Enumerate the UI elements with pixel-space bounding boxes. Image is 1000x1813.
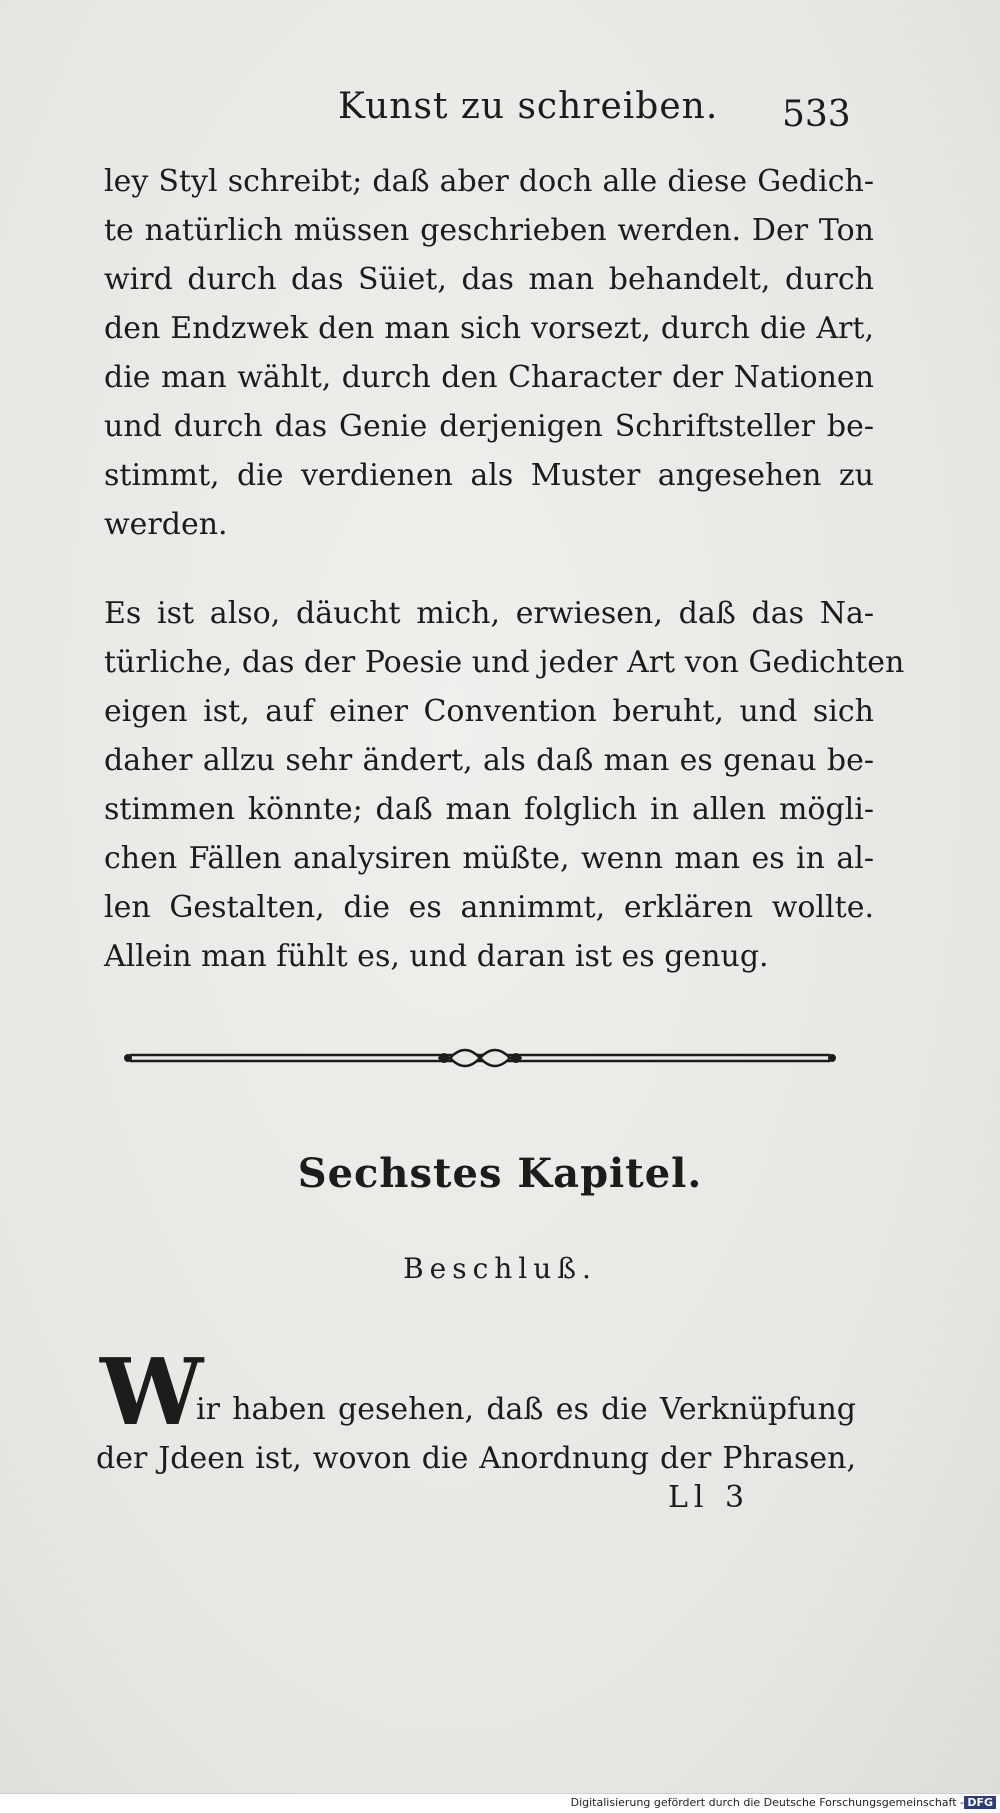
text-line: daher allzu sehr ändert, als daß man es genau be- [104, 743, 874, 778]
text-line: wird durch das Süiet, das man behandelt, durch [104, 262, 874, 297]
running-header-title: Kunst zu schreiben. [338, 86, 719, 127]
text-line: chen Fällen analysiren müßte, wenn man es in al- [104, 841, 874, 876]
page-number: 533 [782, 94, 851, 135]
ornamental-rule [120, 1042, 840, 1074]
text-line: ir haben gesehen, daß es die Verknüpfung [196, 1392, 856, 1427]
text-line: te natürlich müssen geschrieben werden. Der Ton [104, 213, 874, 248]
text-line: Es ist also, däucht mich, erwiesen, daß das Na- [104, 596, 874, 631]
text-line: türliche, das der Poesie und jeder Art von Gedichten [104, 645, 905, 680]
text-line: len Gestalten, die es annimmt, erklären wollte. [104, 890, 874, 925]
chapter-title: Sechstes Kapitel. [297, 1150, 703, 1197]
text-line: Allein man fühlt es, und daran ist es genug. [104, 939, 769, 974]
text-line: stimmen könnte; daß man folglich in allen mögli- [104, 792, 874, 827]
text-line: stimmt, die verdienen als Muster angesehen zu [104, 458, 874, 493]
chapter-subtitle: Beschluß. [403, 1252, 597, 1285]
text-line: ley Styl schreibt; daß aber doch alle diese Gedich- [104, 164, 874, 199]
footer-credit: Digitalisierung gefördert durch die Deutsche Forschungsgemeinschaft - [570, 1796, 964, 1809]
paragraph-2 [104, 589, 905, 981]
text-line: eigen ist, auf einer Convention beruht, und sich [104, 694, 874, 729]
text-line: werden. [104, 507, 228, 542]
text-line: und durch das Genie derjenigen Schriftsteller be- [104, 409, 874, 444]
text-line: den Endzwek den man sich vorsezt, durch die Art, [104, 311, 874, 346]
signature-mark: Ll 3 [668, 1480, 751, 1515]
footer-bar [0, 1793, 1000, 1813]
text-line: die man wählt, durch den Character der Nationen [104, 360, 874, 395]
text-line: der Jdeen ist, wovon die Anordnung der Phrasen, [96, 1441, 856, 1476]
dfg-logo[interactable]: DFG [964, 1796, 996, 1809]
drop-capital: W [100, 1338, 204, 1446]
paragraph-1 [104, 157, 874, 549]
